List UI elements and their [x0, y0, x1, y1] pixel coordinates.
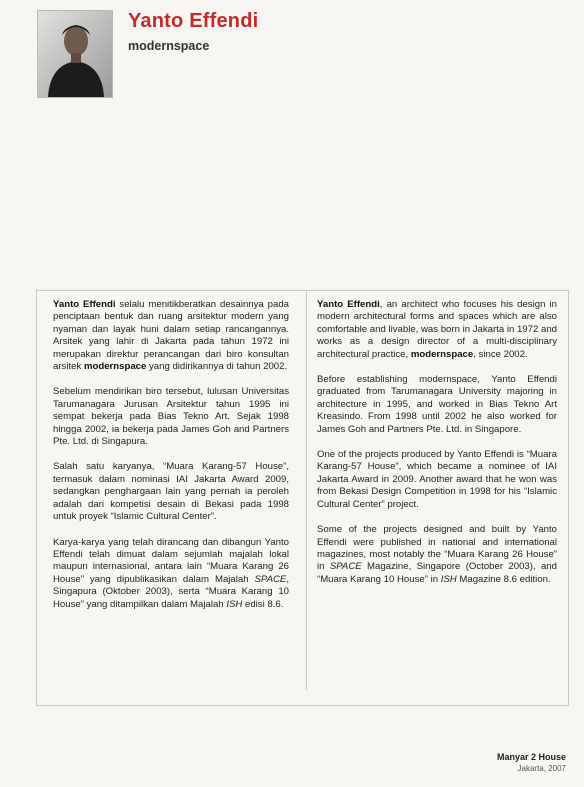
bio-en-name: Yanto Effendi: [317, 299, 380, 310]
bio-id-text: yang didirikannya di tahun 2002.: [146, 361, 288, 373]
bio-en-text: Magazine 8.6 edition.: [456, 573, 551, 585]
project-location-year: Jakarta, 2007: [517, 764, 566, 773]
bio-id-paragraph-1: [53, 299, 289, 373]
bio-en-text: , an architect who focuses his design in modern architectural forms and spaces which are also comfortable and livable, was born in Jakarta in 1972 and works as a design director of a multi-disciplinary architectural practice,: [317, 299, 558, 360]
bio-en-text: Some of the projects designed and built by Yanto Effendi were published in national and international magazines, most notably the “Muara Karang 26 House” in: [317, 524, 557, 573]
bio-id-firm: modernspace: [83, 361, 147, 373]
firm-name: modernspace: [128, 39, 210, 53]
magazine-name: SPACE: [329, 561, 362, 573]
bio-id-text: , Singapura (Oktober 2003), serta “Muara Karang 10 House” yang ditampilkan dalam Majalah: [53, 573, 289, 610]
bio-english: [317, 299, 557, 599]
column-divider: [306, 290, 307, 690]
project-title: Manyar 2 House: [496, 752, 566, 762]
bio-en-paragraph-3: One of the projects produced by Yanto Effendi is “Muara Karang-57 House”, which became a nominee of IAI Jakarta Award in 2009. Another award that he won was from Bekasi Design Competition in 1998 for his “Islamic Cultural Center” project.: [317, 449, 557, 510]
bio-en-paragraph-1: [317, 299, 557, 361]
bio-id-paragraph-2: Sebelum mendirikan biro tersebut, lulusan Universitas Tarumanagara Jurusan Arsitektur tahun 1995 ini sempat bekerja pada Bias Tekno Art. Sejak 1998 hingga 2002, ia bekerja pada James Goh and Partners Pte. Ltd. di Singapura.: [53, 386, 289, 448]
bio-en-text: , since 2002.: [473, 348, 528, 360]
magazine-name: SPACE: [254, 573, 287, 585]
magazine-name: ISH: [226, 598, 243, 610]
bio-id-text: Karya-karya yang telah dirancang dan dibangun Yanto Effendi telah dimuat dalam sejumlah majalah lokal maupun internasional, antara lain “Muara Karang 26 House” yang dipublikasikan dalam Majalah: [53, 536, 289, 585]
bio-id-text: selalu menitikberatkan desainnya pada penciptaan bentuk dan ruang arsitektur modern yang nyaman dan layak huni dalam setiap rancangannya. Arsitek yang lahir di Jakarta pada tahun 1972 ini merupakan direktur perancangan dari biro konsultan arsitek: [53, 299, 289, 373]
bio-id-text: edisi 8.6.: [242, 598, 284, 610]
bio-id-name: Yanto Effendi: [53, 299, 116, 310]
bio-en-paragraph-4: [317, 524, 557, 586]
portrait-photo: [37, 10, 113, 98]
bio-en-firm: modernspace: [410, 348, 474, 360]
bio-indonesian: [53, 299, 289, 624]
bio-en-paragraph-2: Before establishing modernspace, Yanto Effendi graduated from Tarumanagara University majoring in architecture in 1995, and worked in Bias Tekno Art Kreasindo. From 1998 until 2002 he also worked for James Goh and Partners Pte. Ltd. in Singapore.: [317, 374, 557, 435]
magazine-name: ISH: [440, 573, 457, 585]
portrait-image: [38, 11, 112, 97]
bio-en-text: Magazine, Singapore (October 2003), and “Muara Karang 10 House” in: [317, 561, 557, 585]
bio-id-paragraph-4: [53, 537, 289, 611]
bio-id-paragraph-3: Salah satu karyanya, “Muara Karang-57 House”, termasuk dalam nominasi IAI Jakarta Award 2009, sedangkan penghargaan lain yang pernah ia peroleh adalah dari kompetisi desain di Bekasi pada 1998 untuk proyek “Islamic Cultural Center”.: [53, 461, 289, 523]
architect-name: Yanto Effendi: [128, 10, 259, 32]
